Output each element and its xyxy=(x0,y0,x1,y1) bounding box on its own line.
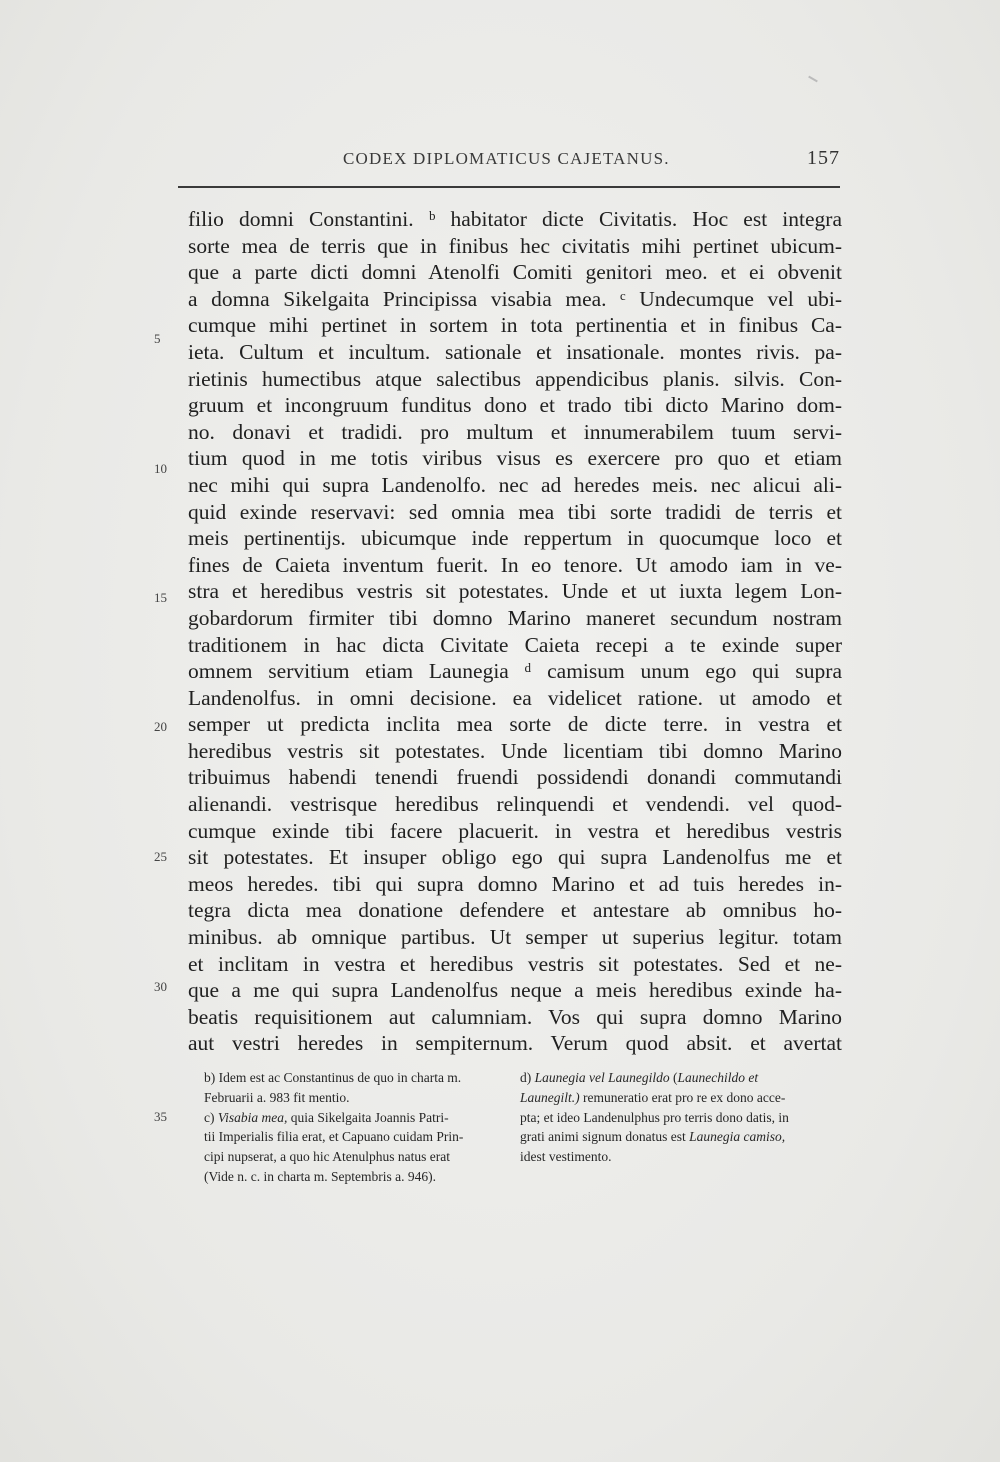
running-head xyxy=(188,149,840,179)
body-line: que a parte dicti domni Atenolfi Comiti genitori meo. et ei obvenit xyxy=(188,260,842,285)
body-line: Landenolfus. in omni decisione. ea videlicet ratione. ut amodo et xyxy=(188,685,842,710)
footnote-d-italic-2: Launechildo et xyxy=(677,1070,759,1085)
body-line: minibus. ab omnique partibus. Ut semper ut superius legitur. totam xyxy=(188,925,842,950)
footnote-line-c xyxy=(204,1108,514,1128)
body-line: traditionem in hac dicta Civitate Caieta recepi a te exinde super xyxy=(188,632,842,657)
page-speck xyxy=(808,76,818,83)
footnote-d-italic-4: Launegia camiso, xyxy=(689,1129,786,1145)
line-number: 5 xyxy=(154,331,161,346)
line-number: 20 xyxy=(154,719,167,734)
body-line: sit potestates. Et insuper obligo ego qui supra Landenolfus me et xyxy=(188,845,842,870)
footnote-d-rest: remuneratio erat pro re ex dono acce- xyxy=(579,1089,786,1105)
footnote-line: Februarii a. 983 fit mentio. xyxy=(204,1089,350,1105)
body-line: tegra dicta mea donatione defendere et antestare ab omnibus ho- xyxy=(188,898,842,923)
body-line: tium quod in me totis viribus visus es exercere pro quo et etiam xyxy=(188,446,842,471)
footnote-line: tii Imperialis filia erat, et Capuano cuidam Prin- xyxy=(204,1129,464,1145)
line-number: 15 xyxy=(154,590,167,605)
line-number: 35 xyxy=(154,1109,167,1124)
footnote-line xyxy=(520,1127,830,1147)
footnote-line: pta; et ideo Landenulphus pro terris dono datis, in xyxy=(520,1109,789,1125)
footnotes-right-column xyxy=(520,1068,830,1167)
body-line: et inclitam in vestra et heredibus vestris sit potestates. Sed et ne- xyxy=(188,951,842,976)
body-line: heredibus vestris sit potestates. Unde licentiam tibi domno Marino xyxy=(188,738,842,763)
footnote-c-italic: Visabia mea, xyxy=(217,1109,288,1125)
body-line: alienandi. vestrisque heredibus relinquendi et vendendi. vel quod- xyxy=(188,792,842,817)
body-line: fines de Caieta inventum fuerit. In eo tenore. Ut amodo iam in ve- xyxy=(188,552,842,577)
body-line: no. donavi et tradidi. pro multum et innumerabilem tuum servi- xyxy=(188,419,842,444)
body-line: tribuimus habendi tenendi fruendi possidendi donandi commutandi xyxy=(188,765,842,790)
footnote-line xyxy=(520,1088,830,1108)
footnote-line: b) Idem est ac Constantinus de quo in charta m. xyxy=(204,1070,462,1085)
body-line: nec mihi qui supra Landenolfo. nec ad heredes meis. nec alicui ali- xyxy=(188,472,842,497)
body-line: meis pertinentijs. ubicumque inde reppertum in quocumque loco et xyxy=(188,526,842,551)
header-rule xyxy=(178,186,840,188)
line-number: 25 xyxy=(154,849,167,864)
body-line: cumque mihi pertinet in sortem in tota pertinentia et in finibus Ca- xyxy=(188,313,842,338)
footnote-d-label: d) xyxy=(520,1070,535,1085)
body-line: meos heredes. tibi qui supra domno Marino et ad tuis heredes in- xyxy=(188,871,842,896)
body-line: beatis requisitionem aut calumniam. Vos qui supra domno Marino xyxy=(188,1004,842,1029)
footnote-line-d xyxy=(520,1068,830,1088)
body-line: ieta. Cultum et incultum. sationale et insationale. montes rivis. pa- xyxy=(188,339,842,364)
footnote-d-italic-3: Launegilt.) xyxy=(520,1089,580,1105)
line-number: 10 xyxy=(154,461,167,476)
page-number: 157 xyxy=(807,147,840,169)
running-title: CODEX DIPLOMATICUS CAJETANUS. xyxy=(343,149,670,168)
footnote-d-start: grati animi signum donatus est xyxy=(520,1129,690,1145)
body-line: omnem servitium etiam Launegia ᵈ camisum unum ego qui supra xyxy=(188,659,842,684)
footnote-d-italic: Launegia vel Launegildo xyxy=(534,1070,670,1085)
footnote-line: cipi nupserat, a quo hic Atenulphus natus erat xyxy=(204,1149,450,1165)
footnotes-left-column xyxy=(204,1068,514,1187)
body-line: sorte mea de terris que in finibus hec civitatis mihi pertinet ubicum- xyxy=(188,233,842,258)
body-line: rietinis humectibus atque salectibus appendicibus planis. silvis. Con- xyxy=(188,366,842,391)
body-line: quid exinde reservavi: sed omnia mea tibi sorte tradidi de terris et xyxy=(188,499,842,524)
body-line: que a me qui supra Landenolfus neque a meis heredibus exinde ha- xyxy=(188,978,842,1003)
footnote-line: (Vide n. c. in charta m. Septembris a. 946). xyxy=(204,1168,436,1184)
body-line: semper ut predicta inclita mea sorte de dicte terre. in vestra et xyxy=(188,712,842,737)
footnote-d-paren: ( xyxy=(669,1070,678,1085)
footnote-line: idest vestimento. xyxy=(520,1149,612,1165)
body-line: filio domni Constantini. ᵇ habitator dicte Civitatis. Hoc est integra xyxy=(188,207,842,231)
footnote-c-label: c) xyxy=(204,1109,218,1125)
body-line: gruum et incongruum funditus dono et trado tibi dicto Marino dom- xyxy=(188,393,842,418)
body-line: cumque exinde tibi facere placuerit. in vestra et heredibus vestris xyxy=(188,818,842,843)
footnote-c-rest: quia Sikelgaita Joannis Patri- xyxy=(287,1109,449,1125)
body-line: gobardorum firmiter tibi domno Marino maneret secundum nostram xyxy=(188,605,842,630)
body-line: aut vestri heredes in sempiternum. Verum quod absit. et avertat xyxy=(188,1031,842,1056)
body-text xyxy=(188,206,842,1057)
line-number: 30 xyxy=(154,979,167,994)
body-line: stra et heredibus vestris sit potestates. Unde et ut iuxta legem Lon- xyxy=(188,579,842,604)
body-line: a domna Sikelgaita Principissa visabia mea. ᶜ Undecumque vel ubi- xyxy=(188,286,842,311)
